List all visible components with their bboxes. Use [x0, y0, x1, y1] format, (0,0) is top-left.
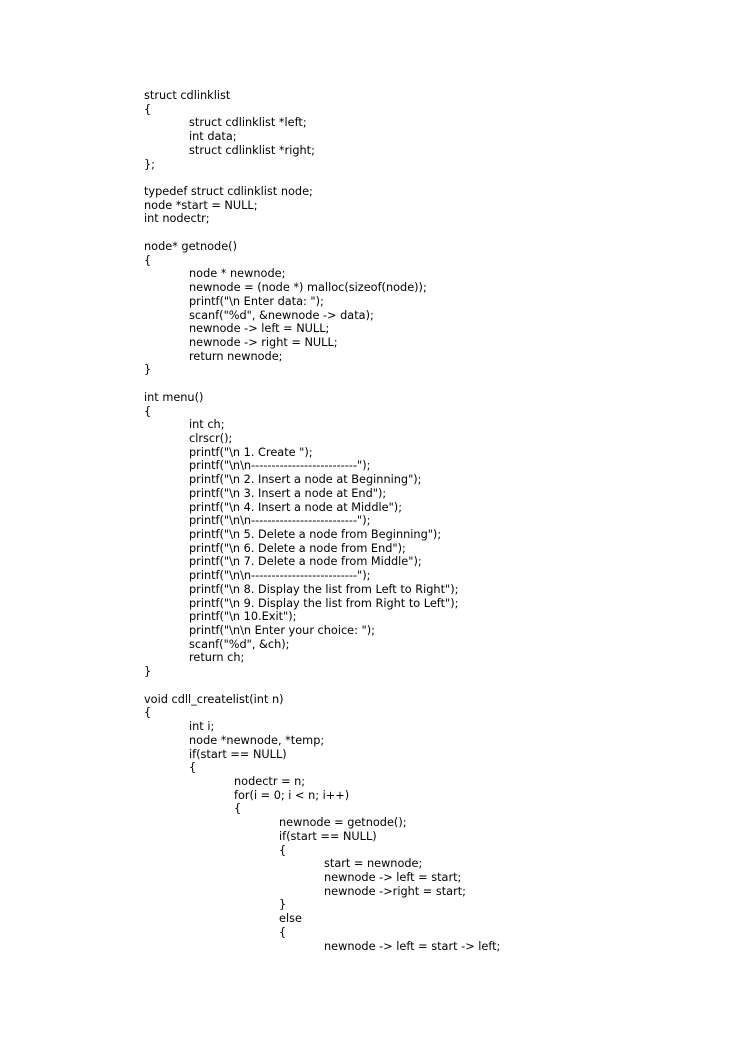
code-line: node *start = NULL; — [144, 198, 258, 212]
code-line: newnode -> right = NULL; — [189, 335, 338, 349]
code-line: newnode -> left = start -> left; — [324, 939, 501, 953]
code-line: { — [144, 706, 152, 720]
code-line: start = newnode; — [324, 857, 423, 871]
blank-line — [144, 171, 500, 185]
code-line: printf("\n\n--------------------------"); — [189, 459, 371, 473]
code-line: } — [144, 363, 152, 377]
code-line: printf("\n 7. Delete a node from Middle"); — [189, 555, 422, 569]
code-line: nodectr = n; — [234, 774, 306, 788]
code-line: printf("\n 8. Display the list from Left to Right"); — [189, 582, 459, 596]
blank-line — [144, 226, 500, 240]
code-line: struct cdlinklist *left; — [189, 116, 307, 130]
code-line: int menu() — [144, 390, 204, 404]
code-line: }; — [144, 157, 155, 171]
code-line: typedef struct cdlinklist node; — [144, 185, 313, 199]
code-line: return ch; — [189, 651, 245, 665]
code-line: { — [144, 253, 152, 267]
code-line: { — [144, 102, 152, 116]
code-line: newnode ->right = start; — [324, 884, 466, 898]
code-listing — [144, 89, 500, 953]
code-line: printf("\n 6. Delete a node from End"); — [189, 541, 406, 555]
code-line: newnode -> left = NULL; — [189, 322, 330, 336]
code-line: node* getnode() — [144, 239, 237, 253]
blank-line — [144, 377, 500, 391]
code-line: { — [144, 404, 152, 418]
code-line: return newnode; — [189, 349, 283, 363]
code-line: if(start == NULL) — [279, 829, 377, 843]
code-line: printf("\n\n--------------------------"); — [189, 514, 371, 528]
code-line: for(i = 0; i < n; i++) — [234, 788, 350, 802]
code-line: } — [144, 665, 152, 679]
code-line: scanf("%d", &ch); — [189, 637, 290, 651]
code-line: printf("\n\n Enter your choice: "); — [189, 624, 375, 638]
code-line: printf("\n 4. Insert a node at Middle"); — [189, 500, 403, 514]
code-line: newnode -> left = start; — [324, 870, 462, 884]
code-line: printf("\n Enter data: "); — [189, 294, 324, 308]
code-line: struct cdlinklist *right; — [189, 143, 315, 157]
code-line: newnode = (node *) malloc(sizeof(node)); — [189, 281, 427, 295]
code-line: int ch; — [189, 418, 225, 432]
code-line: printf("\n 1. Create "); — [189, 445, 313, 459]
code-line: { — [189, 761, 197, 775]
code-line: if(start == NULL) — [189, 747, 287, 761]
code-line: printf("\n 10.Exit"); — [189, 610, 297, 624]
code-line: printf("\n 2. Insert a node at Beginning"); — [189, 473, 422, 487]
code-line: else — [279, 912, 302, 926]
code-line: struct cdlinklist — [144, 89, 231, 102]
code-line: node *newnode, *temp; — [189, 733, 325, 747]
code-line: { — [279, 925, 287, 939]
code-line: newnode = getnode(); — [279, 816, 407, 830]
code-line: printf("\n\n--------------------------"); — [189, 569, 371, 583]
code-line: printf("\n 3. Insert a node at End"); — [189, 486, 387, 500]
code-line: int nodectr; — [144, 212, 210, 226]
code-line: { — [234, 802, 242, 816]
code-line: printf("\n 5. Delete a node from Beginning"); — [189, 528, 442, 541]
code-line: } — [279, 898, 287, 912]
blank-line — [144, 679, 500, 693]
code-line: scanf("%d", &newnode -> data); — [189, 308, 374, 322]
code-line: clrscr(); — [189, 431, 233, 445]
code-line: printf("\n 9. Display the list from Right to Left"); — [189, 596, 459, 610]
code-line: int i; — [189, 720, 215, 734]
code-line: { — [279, 843, 287, 857]
code-line: int data; — [189, 130, 237, 144]
code-line: void cdll_createlist(int n) — [144, 692, 284, 706]
code-line: node * newnode; — [189, 267, 286, 281]
